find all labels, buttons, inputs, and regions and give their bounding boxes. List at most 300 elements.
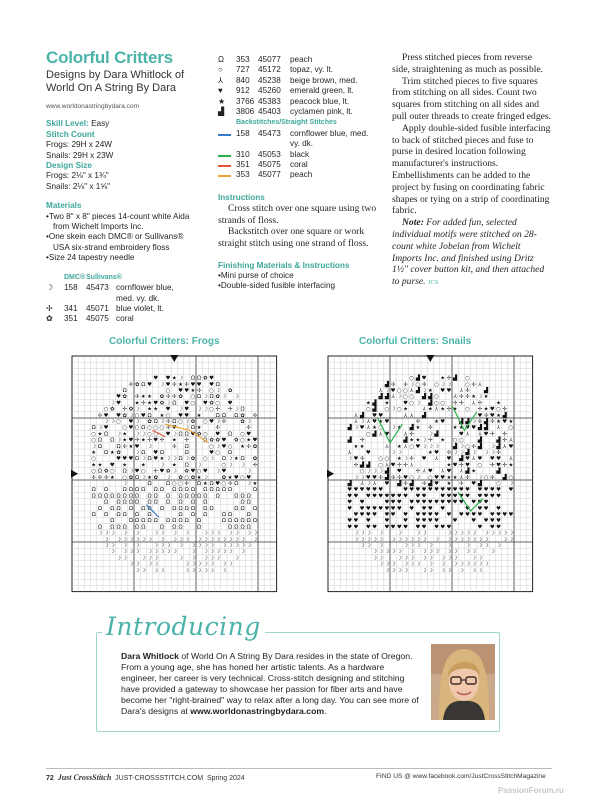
stitch-symbol: ☽: [372, 468, 377, 475]
designer-link[interactable]: www.worldonastringbydara.com: [190, 706, 325, 717]
stitch-symbol: ★: [496, 400, 501, 407]
stitch-symbol: ♥: [359, 499, 365, 506]
key-sul: 45077: [258, 170, 281, 180]
stitch-symbol: Ω: [153, 493, 158, 500]
stitch-symbol: ○: [140, 468, 146, 475]
stitch-symbol: Ω: [159, 524, 164, 531]
stitch-symbol: Ω: [246, 518, 251, 525]
stitch-symbol: ☽: [452, 549, 458, 556]
stitch-symbol: ☽: [446, 536, 452, 543]
stitch-symbol: ☽: [165, 474, 171, 481]
stitch-symbol: ★: [196, 425, 202, 432]
stitch-symbol: ♥: [384, 419, 390, 425]
stitch-symbol: ⅄: [385, 462, 389, 469]
stitch-symbol: Ω: [178, 487, 183, 494]
key-sul: 45077: [258, 55, 281, 64]
stitch-symbol: ☽: [147, 561, 152, 568]
stitch-symbol: Ω: [166, 518, 171, 525]
stitch-symbol: ○: [384, 456, 390, 463]
stitch-symbol: ☽: [246, 468, 252, 475]
stitch-symbol: ☽: [233, 555, 239, 562]
stitch-symbol: ♥: [378, 493, 384, 500]
stitch-symbol: ☽: [134, 536, 140, 543]
stitch-symbol: ○: [409, 375, 415, 382]
stitch-symbol: ♥: [233, 474, 239, 481]
stitch-symbol: ♥: [209, 381, 214, 388]
stitch-symbol: ☽: [215, 530, 221, 537]
stitch-symbol: ✢: [153, 468, 158, 475]
stitch-symbol: ♥: [347, 493, 353, 500]
stitch-symbol: ☽: [153, 530, 159, 537]
stitch-symbol: ☽: [109, 400, 115, 407]
stitch-symbol: ☽: [452, 561, 458, 568]
stitch-symbol: ☽: [202, 549, 208, 556]
stitch-symbol: ⅄: [453, 394, 457, 401]
stitch-symbol: ☽: [359, 543, 365, 549]
stitch-symbol: ☽: [403, 567, 408, 574]
stitch-symbol: Ω: [178, 456, 183, 463]
stitch-symbol: ☽: [221, 561, 227, 568]
magazine-site[interactable]: JUST-CROSSSTITCH.COM: [115, 775, 204, 782]
stitch-symbol: ✢: [147, 437, 152, 444]
stitch-symbol: ☽: [221, 567, 227, 574]
stitch-symbol: ♥: [403, 493, 408, 500]
stitch-symbol: ♥: [496, 505, 501, 512]
stitch-symbol: Ω: [104, 499, 109, 506]
key-row: [218, 107, 378, 117]
stitch-symbol: ♥: [190, 431, 196, 438]
stitch-symbol: Ω: [234, 524, 239, 531]
stitch-symbol: ♥: [347, 518, 353, 525]
stitch-symbol: ☽: [116, 431, 121, 438]
stitch-symbol: ♥: [221, 437, 227, 444]
stitch-symbol: ★: [122, 437, 128, 444]
stitch-symbol: ♥: [384, 493, 390, 500]
stitch-symbol: ✿: [165, 468, 171, 475]
stitch-symbol: ♥: [421, 375, 427, 382]
stitch-symbol: ☽: [153, 555, 159, 562]
stitch-symbol: ▟: [496, 443, 501, 450]
stitch-symbol: ✢: [490, 431, 495, 438]
stitch-symbol: ○: [171, 481, 177, 487]
key-dmc: 840: [236, 75, 250, 85]
stitch-symbol: Ω: [190, 499, 195, 506]
stitch-symbol: ✢: [446, 375, 452, 382]
stitch-symbol: ✢: [459, 394, 464, 401]
stitch-symbol: ▟: [465, 468, 470, 475]
snails-chart-title: Colorful Critters: Snails: [359, 336, 472, 347]
stitch-symbol: ⅄: [410, 388, 414, 394]
stitch-symbol: ▟: [384, 468, 389, 475]
stitch-symbol: Ω: [234, 412, 239, 419]
stitch-symbol: ☽: [140, 431, 146, 438]
stitch-symbol: ☽: [390, 561, 396, 568]
stitch-symbol: ☽: [196, 406, 202, 413]
key-name: coral: [116, 314, 134, 324]
stitch-symbol: Ω: [252, 518, 257, 525]
stitch-symbol: ♥: [458, 499, 464, 506]
stitch-symbol: ○: [434, 381, 439, 388]
key-row: [46, 283, 196, 304]
stitch-symbol: Ω: [135, 474, 140, 481]
designer-website[interactable]: www.worldonastringbydara.com: [46, 103, 140, 110]
stitch-symbol: ☽: [415, 400, 421, 407]
stitch-symbol: ✿: [196, 431, 202, 438]
stitch-symbol: ♥: [465, 505, 470, 512]
stitch-symbol: ★: [140, 437, 146, 444]
stitch-symbol: ☽: [190, 555, 196, 562]
stitch-symbol: ☽: [508, 481, 514, 487]
stitch-symbol: ♥: [202, 468, 208, 475]
key-dmc: 341: [64, 303, 78, 313]
materials-item: • Size 24 tapestry needle: [46, 253, 196, 263]
stitch-symbol: ○: [215, 450, 221, 456]
stitch-symbol: ★: [446, 462, 452, 469]
stitch-symbol: ✿: [159, 394, 165, 401]
stitch-symbol: ♥: [496, 524, 501, 531]
stitch-symbol: Ω: [203, 437, 208, 444]
stitch-symbol: Ω: [215, 412, 220, 419]
stitch-symbol: ♥: [496, 512, 501, 518]
stitch-symbol: ★: [365, 400, 371, 407]
stitch-symbol: ★: [227, 474, 233, 481]
stitch-symbol: Ω: [172, 524, 177, 531]
stitch-symbol: Ω: [228, 518, 233, 525]
stitch-symbol: ♥: [353, 512, 359, 518]
stitch-symbol: Ω: [178, 431, 183, 438]
stitch-symbol: ☽: [221, 543, 227, 549]
stitch-symbol: ♥: [347, 487, 353, 494]
stitch-symbol: ✢: [471, 381, 476, 388]
stitch-symbol: ☽: [109, 549, 115, 556]
stitch-symbol: ★: [252, 481, 258, 487]
stitch-symbol: ⅄: [472, 456, 476, 463]
stitch-symbol: ☽: [396, 549, 402, 556]
stitch-symbol: Ω: [122, 512, 127, 518]
stitch-symbol: ✢: [459, 462, 464, 469]
stitch-symbol: Ω: [135, 499, 140, 506]
stitch-symbol: Ω: [172, 518, 177, 525]
stitch-symbol: ♥: [458, 512, 464, 518]
stitch-symbol: ⅄: [354, 412, 358, 419]
stitch-symbol: ⅄: [434, 456, 439, 463]
stitch-symbol: ☽: [196, 462, 202, 469]
stitch-symbol: ⅄: [379, 388, 383, 394]
key-dmc: 351: [64, 314, 78, 324]
stitch-symbol: ☽: [184, 530, 190, 537]
stitch-symbol: ☽: [171, 456, 177, 463]
stitch-symbol: ★: [434, 419, 439, 425]
stitch-symbol: ♥: [128, 425, 134, 432]
stitch-symbol: ☽: [396, 567, 402, 574]
key-row: [218, 97, 378, 107]
stitch-symbol: ☽: [353, 530, 359, 537]
stitch-symbol: ▟: [360, 462, 365, 469]
stitch-symbol: ▟: [502, 412, 507, 419]
stitch-symbol: ☽: [159, 530, 165, 537]
stitch-symbol: ⅄: [465, 431, 470, 438]
stitch-symbol: ○: [378, 456, 384, 463]
key-dmc: 158: [64, 283, 78, 293]
stitch-symbol: ☽: [196, 536, 202, 543]
stitch-symbol: ✢: [172, 443, 177, 450]
stitch-symbol: ▟: [397, 481, 402, 487]
stitch-symbol: ○: [103, 406, 109, 413]
stitch-symbol: ☽: [359, 419, 365, 425]
stitch-symbol: ♥: [421, 518, 427, 525]
stitch-symbol: ★: [97, 462, 103, 469]
stitch-symbol: ▟: [453, 443, 458, 450]
stitch-symbol: ♥: [415, 499, 421, 506]
stitch-symbol: Ω: [203, 499, 208, 506]
stitch-symbol: Ω: [197, 524, 202, 531]
stitch-symbol: ☽: [477, 474, 483, 481]
color-key-b: [218, 55, 378, 117]
stitch-symbol: Ω: [197, 394, 202, 401]
stitch-symbol: ☽: [390, 450, 396, 456]
stitch-symbol: ♥: [415, 524, 421, 531]
stitch-symbol: Ω: [184, 505, 189, 512]
stitch-symbol: ☽: [209, 530, 214, 537]
stitch-symbol: ♥: [165, 375, 171, 382]
stitch-symbol: ☽: [103, 530, 109, 537]
stitch-symbol: ○: [202, 456, 208, 463]
stitch-symbol: ☽: [403, 543, 408, 549]
backstitch-label: Backstitches/Straight Stitches: [236, 119, 337, 127]
line-swatch: [218, 150, 236, 160]
stitch-symbol: Ω: [246, 524, 251, 531]
stitch-symbol: ☽: [353, 425, 359, 432]
stitch-symbol: ○: [477, 462, 483, 469]
stitch-symbol: ☽: [403, 536, 408, 543]
stitch-symbol: ♥: [427, 487, 433, 494]
stitch-symbol: ♥: [396, 468, 402, 475]
stitch-symbol: ✢: [390, 474, 396, 481]
stitch-symbol: ○: [165, 388, 171, 394]
stitch-symbol: ★: [109, 474, 115, 481]
stitch-symbol: ♥: [165, 431, 171, 438]
stitch-symbol: ☽: [452, 555, 458, 562]
line-swatch: [218, 160, 236, 170]
key-name: coral: [290, 160, 308, 170]
stitch-symbol: Ω: [215, 381, 220, 388]
stitch-symbol: ♥: [496, 518, 501, 525]
stitch-symbol: ✢: [409, 431, 414, 438]
footer-find-us[interactable]: FIND US @ www.facebook.com/JustCrossStitchMagazine: [376, 773, 546, 780]
stitch-symbol: ☽: [427, 567, 433, 574]
stitch-symbol: ★: [171, 462, 177, 469]
stitch-symbol: ♥: [440, 419, 446, 425]
stitch-symbol: ✢: [227, 481, 233, 487]
stitch-symbol: Ω: [135, 518, 140, 525]
stitch-symbol: ♥: [153, 456, 159, 463]
cross-symbol: ✢: [46, 303, 53, 313]
stitch-symbol: ♥: [372, 419, 377, 425]
stitch-symbol: ♥: [128, 437, 134, 444]
stitch-symbol: ★: [452, 406, 458, 413]
stitch-symbol: ♥: [396, 524, 402, 531]
stitch-symbol: ○: [165, 412, 171, 419]
stitch-symbol: ♥: [153, 375, 159, 382]
stitch-symbol: ✢: [246, 443, 251, 450]
stitch-symbol: ♥: [384, 512, 390, 518]
key-row: [218, 170, 378, 180]
stitch-symbol: ♥: [483, 493, 489, 500]
stitch-symbol: ✢: [415, 468, 421, 475]
stitch-symbol: ✿: [209, 400, 214, 407]
stitch-symbol: ○: [240, 431, 245, 438]
stitch-symbol: Ω: [203, 512, 208, 518]
stitch-symbol: Ω: [228, 431, 233, 438]
stitch-symbol: ○: [178, 481, 183, 487]
stitch-symbol: Ω: [104, 493, 109, 500]
stitch-symbol: ✿: [184, 468, 189, 475]
stitch-symbol: ☽: [415, 543, 421, 549]
stitch-symbol: Ω: [197, 481, 202, 487]
stitch-symbol: ☽: [116, 555, 121, 562]
stitch-symbol: ★: [427, 406, 433, 413]
stitch-symbol: ♥: [390, 462, 396, 469]
stitch-symbol: ☽: [427, 543, 433, 549]
key-name: cornflower blue, med. vy. dk.: [116, 283, 174, 303]
stitch-symbol: ☽: [202, 530, 208, 537]
stitch-symbol: ♥: [196, 381, 202, 388]
stitch-symbol: ✢: [227, 406, 233, 413]
stitch-symbol: ✢: [172, 381, 177, 388]
stitch-symbol: ☽: [159, 419, 165, 425]
stitch-symbol: ★: [446, 474, 452, 481]
stitch-symbol: ☽: [190, 561, 196, 568]
stitch-symbol: ✿: [122, 394, 127, 401]
stitch-symbol: ♥: [390, 493, 396, 500]
stitch-symbol: ✿: [190, 474, 196, 481]
stitch-symbol: Ω: [178, 518, 183, 525]
stitch-symbol: ✢: [359, 437, 365, 444]
stitch-symbol: ☽: [496, 543, 501, 549]
stitch-symbol: ▟: [409, 425, 414, 432]
stitch-symbol: ✢: [359, 456, 365, 463]
stitch-symbol: ⅄: [391, 394, 395, 401]
stitch-symbol: Ω: [153, 487, 158, 494]
stitch-symbol: ☽: [384, 567, 390, 574]
stitch-symbol: ♥: [396, 493, 402, 500]
stitch-symbol: ☽: [384, 388, 390, 394]
stitch-symbol: ⅄: [496, 425, 501, 432]
stitch-symbol: Ω: [97, 493, 102, 500]
stitch-symbol: ☽: [122, 530, 128, 537]
stitch-symbol: ○: [427, 474, 433, 481]
stitch-symbol: ✢: [465, 394, 470, 401]
stitch-symbol: ♥: [452, 499, 458, 506]
stitch-symbol: Ω: [141, 381, 146, 388]
stitch-symbol: ♥: [403, 524, 408, 531]
stitch-symbol: ♥: [140, 412, 146, 419]
stitch-symbol: ★: [508, 419, 514, 425]
stitch-symbol: ★: [427, 388, 433, 394]
stitch-symbol: Ω: [110, 437, 115, 444]
stitch-symbol: ✢: [184, 381, 189, 388]
stitch-symbol: ♥: [421, 456, 427, 463]
stitch-symbol: ♥: [372, 512, 377, 518]
stitch-symbol: ☽: [221, 549, 227, 556]
stitch-symbol: ★: [202, 481, 208, 487]
stitch-symbol: ☽: [240, 462, 245, 469]
stitch-symbol: ☽: [396, 555, 402, 562]
stitch-symbol: ☽: [390, 536, 396, 543]
stitch-symbol: ○: [384, 406, 390, 413]
stitch-symbol: ♥: [496, 462, 501, 469]
key-sul: 45383: [258, 96, 281, 106]
stitch-symbol: ☽: [458, 567, 464, 574]
stitch-symbol: ☽: [347, 456, 353, 463]
stitch-symbol: Ω: [203, 487, 208, 494]
stitch-symbol: ☽: [159, 543, 165, 549]
stitch-symbol: ♥: [178, 412, 183, 419]
stitch-symbol: ✢: [378, 474, 383, 481]
stitch-symbol: ☽: [215, 419, 221, 425]
stitch-symbol: ☽: [427, 555, 433, 562]
stitch-symbol: ☽: [196, 561, 202, 568]
stitch-symbol: Ω: [122, 524, 127, 531]
stitch-symbol: Ω: [221, 518, 226, 525]
stitch-symbol: ⅄: [478, 381, 482, 388]
stitch-symbol: Ω: [91, 487, 96, 494]
stitch-symbol: ☽: [178, 543, 183, 549]
stitch-symbol: ♥: [221, 443, 227, 450]
stitch-symbol: Ω: [97, 505, 102, 512]
stitch-symbol: ♥: [365, 450, 371, 456]
stitch-symbol: ○: [184, 474, 190, 481]
stitch-symbol: ✿: [134, 381, 140, 388]
stitch-symbol: ♥: [347, 505, 353, 512]
stitch-symbol: ☽: [190, 567, 196, 574]
stitch-symbol: Ω: [190, 512, 195, 518]
stitch-symbol: ☽: [215, 443, 221, 450]
stitch-symbol: Ω: [209, 394, 214, 401]
stitch-symbol: ♥: [434, 518, 439, 525]
stitch-symbol: ☽: [452, 450, 458, 456]
stitch-symbol: ☽: [91, 443, 97, 450]
stitch-symbol: ☽: [209, 555, 214, 562]
stitch-symbol: ○: [465, 443, 470, 450]
stitch-symbol: Ω: [122, 493, 127, 500]
stitch-symbol: ☽: [489, 549, 495, 556]
stitch-symbol: ☽: [353, 536, 359, 543]
stitch-symbol: ☽: [427, 561, 433, 568]
stitch-symbol: ♥: [353, 456, 359, 463]
stitch-symbol: ○: [159, 425, 165, 432]
stitch-symbol: Ω: [147, 481, 152, 487]
stitch-symbol: ✿: [221, 474, 227, 481]
stitch-symbol: ○: [122, 474, 128, 481]
stitch-symbol: ✢: [446, 450, 452, 456]
stitch-symbol: ☽: [434, 536, 439, 543]
stitch-symbol: ☽: [415, 561, 421, 568]
stitch-symbol: ♥: [372, 474, 377, 481]
stitch-symbol: ▟: [484, 425, 489, 432]
stitch-symbol: ☽: [147, 549, 152, 556]
stitch-symbol: ♥: [215, 481, 221, 487]
stitch-symbol: ▟: [372, 406, 377, 413]
stitch-symbol: ✢: [97, 412, 103, 419]
stitch-symbol: ☽: [378, 530, 384, 537]
stitch-symbol: ♥: [384, 481, 390, 487]
stitch-symbol: ☽: [153, 549, 159, 556]
stitch-symbol: ☽: [452, 530, 458, 537]
stitch-symbol: Ω: [116, 493, 121, 500]
key-dmc: 3766: [236, 96, 255, 106]
stitch-symbol: ○: [483, 474, 489, 481]
